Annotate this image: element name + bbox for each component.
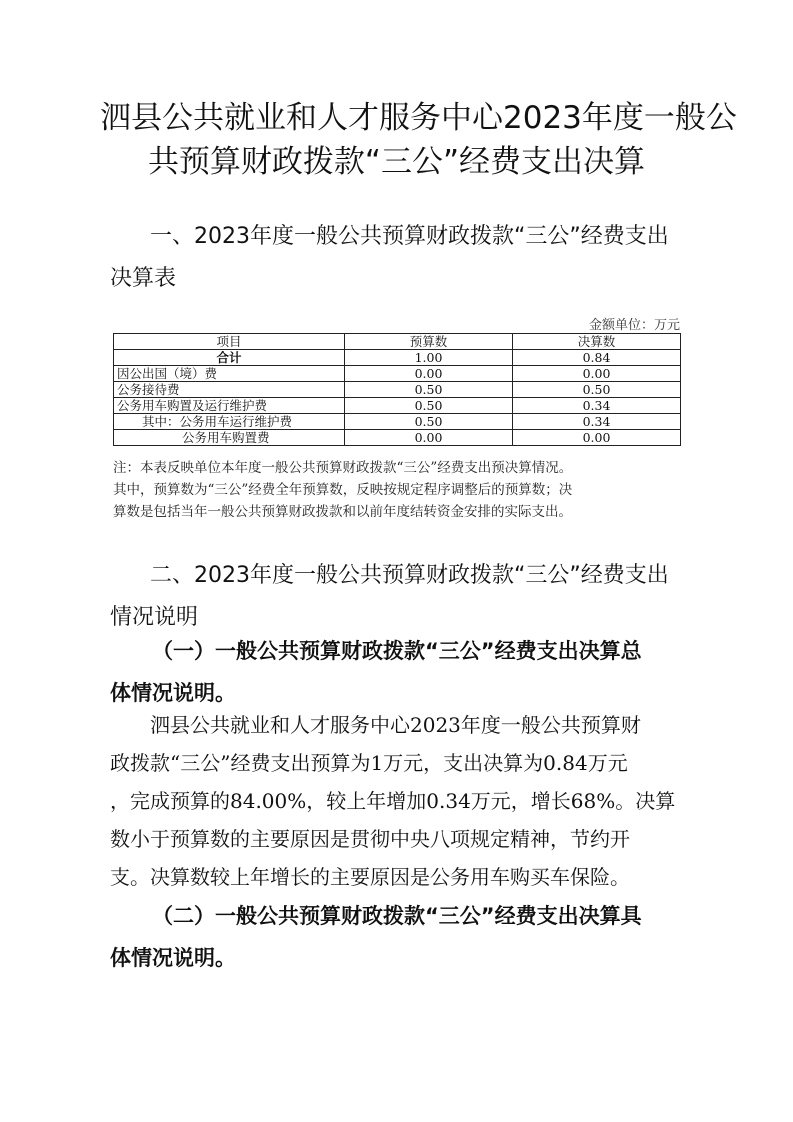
actual-value: 0.00 <box>513 430 681 446</box>
table-row <box>114 430 681 446</box>
budget-value: 0.50 <box>345 382 513 398</box>
actual-value: 0.50 <box>513 382 681 398</box>
overview-paragraph <box>110 706 685 896</box>
heading-line: （一）一般公共预算财政拨款“三公”经费支出决算总 <box>152 639 642 663</box>
note-line: 算数是包括当年一般公共预算财政拨款和以前年度结转资金安排的实际支出。 <box>113 504 572 520</box>
note-line: 注：本表反映单位本年度一般公共预算财政拨款“三公”经费支出预决算情况。 <box>113 460 573 476</box>
table-row <box>114 382 681 398</box>
budget-value: 0.50 <box>345 414 513 430</box>
paragraph-line: 支。决算数较上年增长的主要原因是公务用车购买车保险。 <box>110 865 630 889</box>
column-header: 预算数 <box>345 334 513 350</box>
subsection-1-heading <box>110 630 685 714</box>
note-line: 其中，预算数为“三公”经费全年预算数，反映按规定程序调整后的预算数；决 <box>113 482 573 498</box>
table-row-total <box>114 350 681 366</box>
heading-line: 情况说明 <box>110 605 199 630</box>
actual-value: 0.84 <box>513 350 681 366</box>
paragraph-line: 数小于预算数的主要原因是贯彻中央八项规定精神，节约开 <box>110 827 630 851</box>
row-name: 公务用车购置及运行维护费 <box>114 398 345 414</box>
paragraph-line: 政拨款“三公”经费支出预算为1万元，支出决算为0.84万元 <box>110 751 628 775</box>
title-line: 共预算财政拨款“三公”经费支出决算 <box>147 144 646 180</box>
section-2-heading <box>110 555 680 639</box>
document-title <box>100 96 737 184</box>
budget-value: 0.00 <box>345 430 513 446</box>
table-row <box>114 398 681 414</box>
table-row <box>114 414 681 430</box>
title-line: 泗县公共就业和人才服务中心2023年度一般公 <box>100 100 737 136</box>
table-note <box>113 457 683 523</box>
paragraph-line: 泗县公共就业和人才服务中心2023年度一般公共预算财 <box>150 713 641 737</box>
heading-line: 体情况说明。 <box>110 946 236 970</box>
table-header-row <box>114 334 681 350</box>
heading-line: 一、2023年度一般公共预算财政拨款“三公”经费支出 <box>150 224 669 249</box>
row-name: 公务接待费 <box>114 382 345 398</box>
actual-value: 0.34 <box>513 398 681 414</box>
row-name: 因公出国（境）费 <box>114 366 345 382</box>
amount-unit-label: 金额单位：万元 <box>588 318 680 333</box>
heading-line: 决算表 <box>110 266 177 291</box>
budget-table <box>113 333 681 446</box>
row-name: 公务用车购置费 <box>114 430 345 446</box>
budget-value: 0.00 <box>345 366 513 382</box>
section-1-heading <box>110 216 680 300</box>
budget-value: 1.00 <box>345 350 513 366</box>
actual-value: 0.34 <box>513 414 681 430</box>
table-row <box>114 366 681 382</box>
heading-line: 体情况说明。 <box>110 681 236 705</box>
actual-value: 0.00 <box>513 366 681 382</box>
subsection-2-heading <box>110 895 685 979</box>
heading-line: 二、2023年度一般公共预算财政拨款“三公”经费支出 <box>150 563 669 588</box>
budget-value: 0.50 <box>345 398 513 414</box>
paragraph-line: ，完成预算的84.00%，较上年增加0.34万元，增长68%。决算 <box>110 789 676 813</box>
column-header: 项目 <box>114 334 345 350</box>
row-name: 合计 <box>114 350 345 366</box>
heading-line: （二）一般公共预算财政拨款“三公”经费支出决算具 <box>152 904 642 928</box>
row-name: 其中：公务用车运行维护费 <box>114 414 345 430</box>
column-header: 决算数 <box>513 334 681 350</box>
